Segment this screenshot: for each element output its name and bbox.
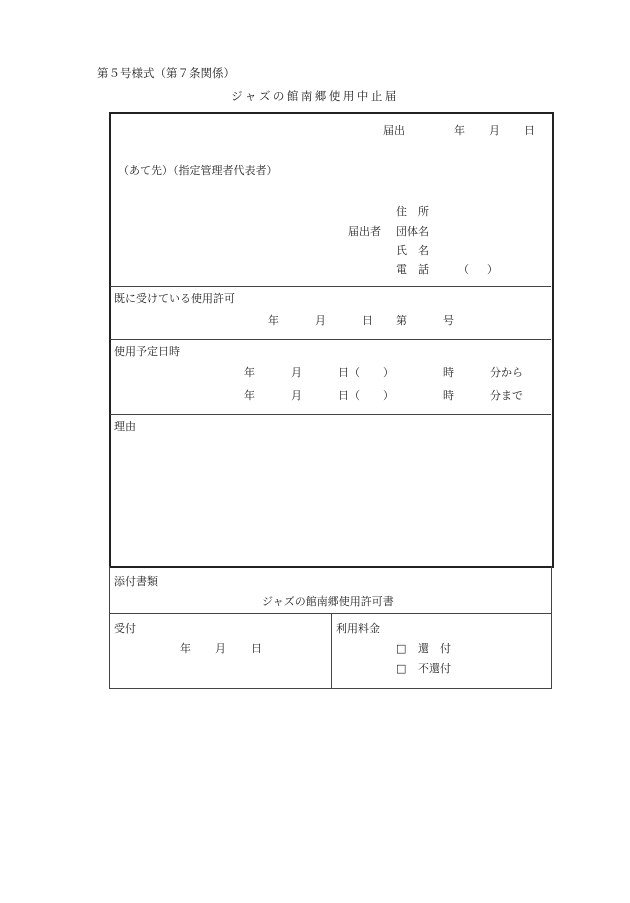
- schedule-end-hour: 時: [443, 389, 454, 402]
- divider-fee: [331, 613, 332, 689]
- schedule-start-day: 日（: [338, 366, 360, 379]
- refund-checkbox[interactable]: □: [396, 642, 407, 655]
- notification-label: 届出: [383, 124, 405, 137]
- schedule-start-paren-close: ）: [383, 366, 394, 379]
- address-label: 住 所: [396, 205, 429, 218]
- no-refund-checkbox[interactable]: □: [396, 662, 407, 675]
- refund-label: 還 付: [418, 642, 451, 655]
- addressee: （あて先）（指定管理者代表者）: [118, 164, 278, 177]
- reception-year: 年: [180, 642, 191, 655]
- schedule-start-minute: 分から: [490, 366, 523, 379]
- existing-permit-label: 既に受けている使用許可: [114, 292, 235, 305]
- phone-paren-open: （: [458, 263, 469, 276]
- fee-label: 利用料金: [336, 622, 380, 635]
- reception-label: 受付: [114, 622, 136, 635]
- phone-label: 電 話: [396, 263, 429, 276]
- divider-reason: [110, 414, 551, 415]
- schedule-end-paren-close: ）: [383, 389, 394, 402]
- divider-schedule: [110, 339, 551, 340]
- attachments-document: ジャズの館南郷使用許可書: [262, 595, 394, 608]
- reception-month: 月: [215, 642, 226, 655]
- reception-day: 日: [251, 642, 262, 655]
- schedule-end-minute: 分まで: [490, 389, 523, 402]
- form-number: 第５号様式（第７条関係）: [97, 66, 235, 80]
- existing-permit-number-prefix: 第: [396, 314, 407, 327]
- schedule-start-month: 月: [291, 366, 302, 379]
- schedule-start-hour: 時: [443, 366, 454, 379]
- existing-permit-day: 日: [362, 314, 373, 327]
- name-label: 氏 名: [396, 244, 429, 257]
- attachments-label: 添付書類: [114, 575, 158, 588]
- main-form-frame: [109, 112, 554, 568]
- group-name-label: 団体名: [396, 225, 429, 238]
- existing-permit-number-suffix: 号: [443, 314, 454, 327]
- notification-day: 日: [524, 124, 535, 137]
- form-title: ジャズの館南郷使用中止届: [231, 89, 399, 103]
- schedule-label: 使用予定日時: [114, 345, 180, 358]
- no-refund-label: 不還付: [418, 662, 451, 675]
- existing-permit-year: 年: [268, 314, 279, 327]
- schedule-end-day: 日（: [338, 389, 360, 402]
- phone-paren-close: ）: [487, 263, 498, 276]
- notification-month: 月: [489, 124, 500, 137]
- existing-permit-month: 月: [315, 314, 326, 327]
- reason-label: 理由: [114, 420, 136, 433]
- schedule-start-year: 年: [244, 366, 255, 379]
- notifier-label: 届出者: [348, 225, 381, 238]
- schedule-end-year: 年: [244, 389, 255, 402]
- schedule-end-month: 月: [291, 389, 302, 402]
- notification-year: 年: [454, 124, 465, 137]
- divider-existing-permit: [110, 286, 551, 287]
